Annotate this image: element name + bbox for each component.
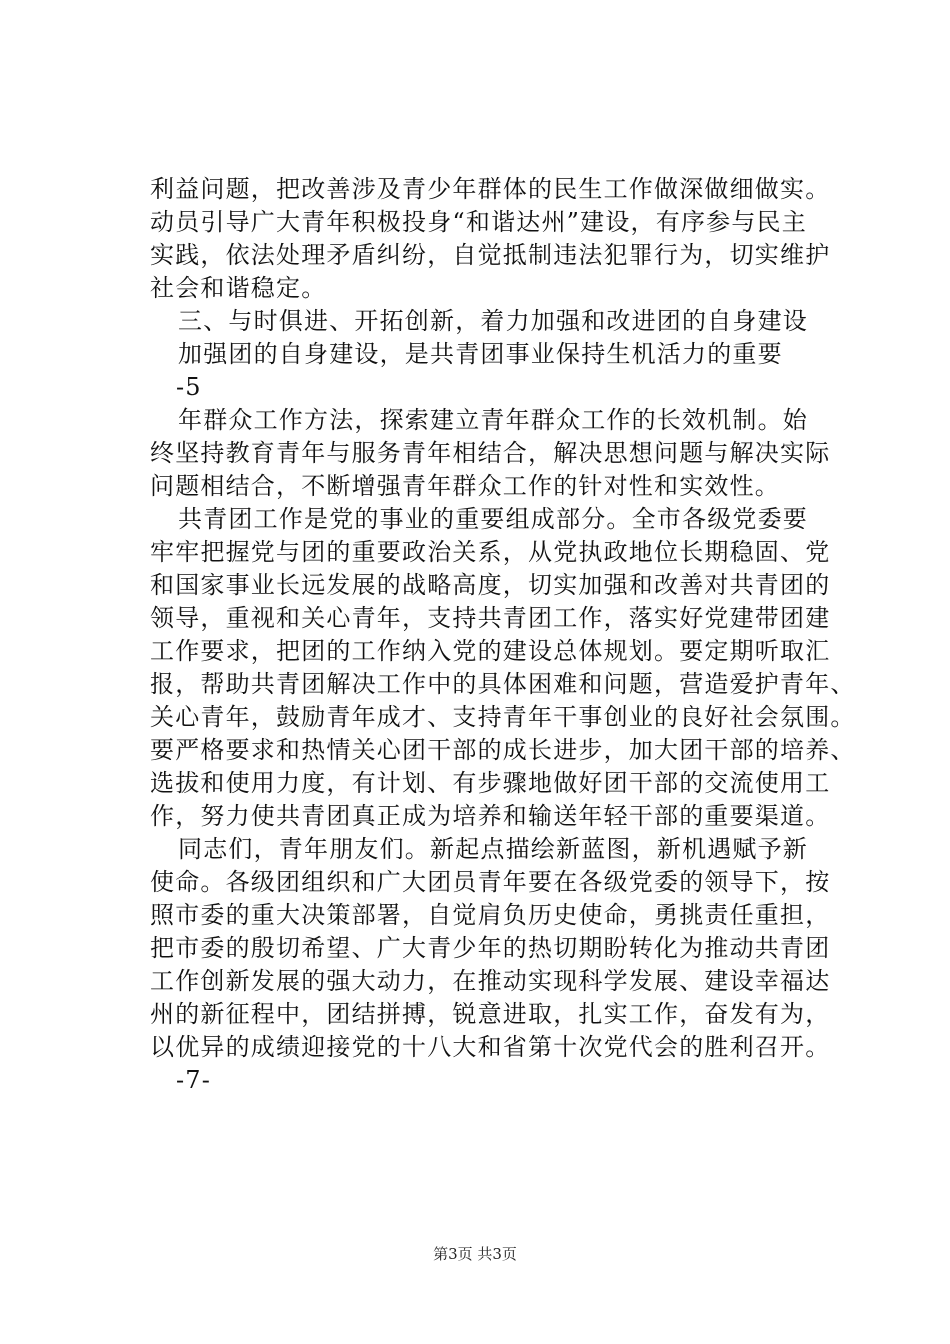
text-line: 和国家事业长远发展的战略高度，切实加强和改善对共青团的 [150, 571, 831, 599]
text-line: 以优异的成绩迎接党的十八大和省第十次党代会的胜利召开。 [150, 1033, 831, 1061]
text-line: 问题相结合，不断增强青年群众工作的针对性和实效性。 [150, 472, 780, 500]
text-line: 要严格要求和热情关心团干部的成长进步，加大团干部的培养、 [150, 736, 856, 764]
text-line: 选拔和使用力度，有计划、有步骤地做好团干部的交流使用工 [150, 769, 831, 797]
text-line: 利益问题，把改善涉及青少年群体的民生工作做深做细做实。 [150, 175, 831, 203]
text-line: 关心青年，鼓励青年成才、支持青年干事创业的良好社会氛围。 [150, 703, 856, 731]
text-line: 社会和谐稳定。 [150, 274, 327, 302]
text-line: 年群众工作方法，探索建立青年群众工作的长效机制。始 [178, 406, 808, 434]
text-line: 终坚持教育青年与服务青年相结合，解决思想问题与解决实际 [150, 439, 831, 467]
text-line: 实践，依法处理矛盾纠纷，自觉抵制违法犯罪行为，切实维护 [150, 241, 831, 269]
text-line: 州的新征程中，团结拼搏，锐意进取，扎实工作，奋发有为， [150, 1000, 831, 1028]
page-footer: 第3页 共3页 [433, 1245, 517, 1263]
text-line: 牢牢把握党与团的重要政治关系，从党执政地位长期稳固、党 [150, 538, 831, 566]
text-line: 领导，重视和关心青年，支持共青团工作，落实好党建带团建 [150, 604, 831, 632]
text-line: 加强团的自身建设，是共青团事业保持生机活力的重要 [178, 340, 783, 368]
text-line: 工作要求，把团的工作纳入党的建设总体规划。要定期听取汇 [150, 637, 831, 665]
text-line: 把市委的殷切希望、广大青少年的热切期盼转化为推动共青团 [150, 934, 831, 962]
section-heading: 三、与时俱进、开拓创新，着力加强和改进团的自身建设 [178, 307, 808, 335]
text-line: 报，帮助共青团解决工作中的具体困难和问题，营造爱护青年、 [150, 670, 856, 698]
text-line: 同志们，青年朋友们。新起点描绘新蓝图，新机遇赋予新 [178, 835, 808, 863]
page-marker: -5 [176, 373, 202, 401]
text-line: 工作创新发展的强大动力，在推动实现科学发展、建设幸福达 [150, 967, 831, 995]
text-line: 动员引导广大青年积极投身“和谐达州”建设，有序参与民主 [150, 208, 807, 236]
text-line: 使命。各级团组织和广大团员青年要在各级党委的领导下，按 [150, 868, 831, 896]
text-line: 共青团工作是党的事业的重要组成部分。全市各级党委要 [178, 505, 808, 533]
page-marker: -7- [176, 1066, 212, 1094]
text-line: 照市委的重大决策部署，自觉肩负历史使命，勇挑责任重担， [150, 901, 831, 929]
text-line: 作，努力使共青团真正成为培养和输送年轻干部的重要渠道。 [150, 802, 831, 830]
